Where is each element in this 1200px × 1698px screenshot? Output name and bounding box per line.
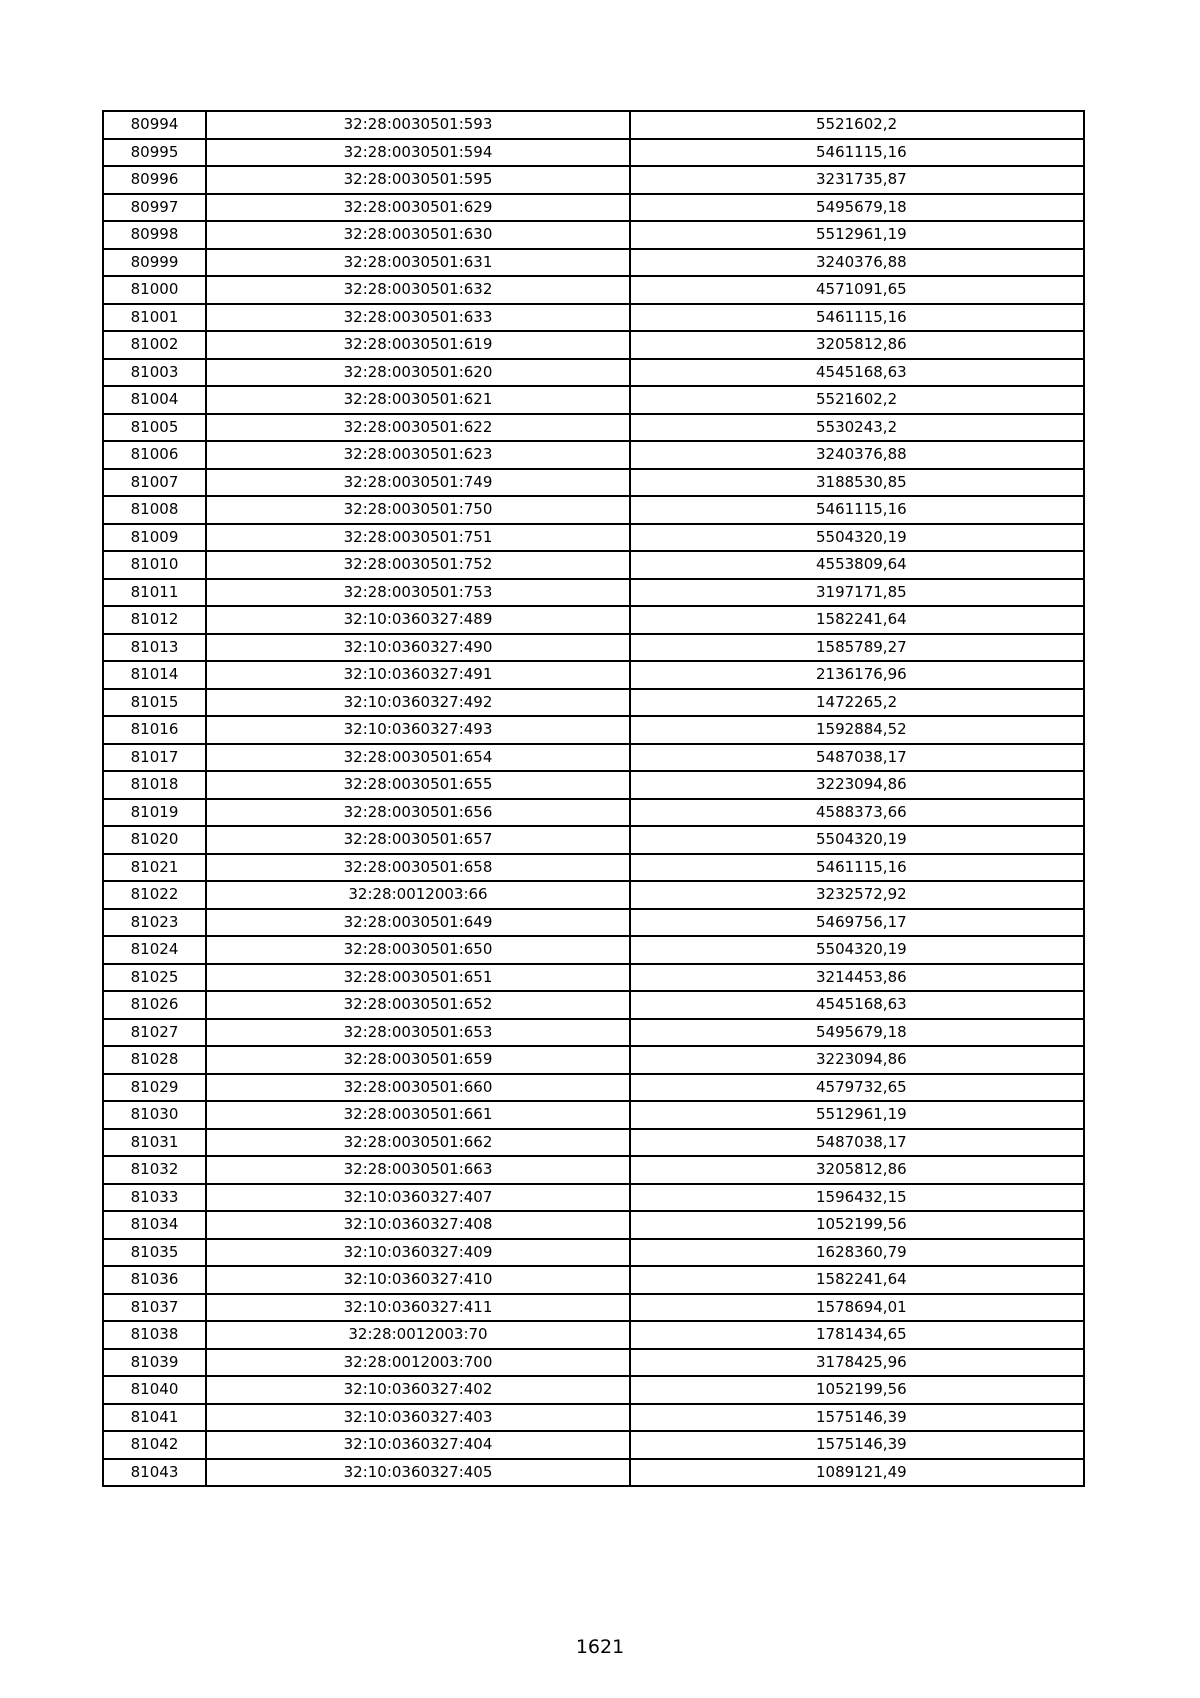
cadastral-number-cell: 32:28:0030501:656 bbox=[206, 799, 630, 827]
table-row bbox=[103, 1046, 1084, 1074]
cadastral-number-cell: 32:10:0360327:409 bbox=[206, 1239, 630, 1267]
row-number-cell: 81020 bbox=[103, 826, 206, 854]
table-row bbox=[103, 964, 1084, 992]
table-row bbox=[103, 1211, 1084, 1239]
value-cell: 5495679,18 bbox=[630, 1019, 1084, 1047]
value-cell: 4579732,65 bbox=[630, 1074, 1084, 1102]
table-row bbox=[103, 1074, 1084, 1102]
row-number-cell: 80995 bbox=[103, 139, 206, 167]
value-cell: 3188530,85 bbox=[630, 469, 1084, 497]
cadastral-number-cell: 32:10:0360327:404 bbox=[206, 1431, 630, 1459]
cadastral-number-cell: 32:28:0030501:650 bbox=[206, 936, 630, 964]
table-row bbox=[103, 799, 1084, 827]
row-number-cell: 80999 bbox=[103, 249, 206, 277]
value-cell: 5461115,16 bbox=[630, 496, 1084, 524]
table-row bbox=[103, 276, 1084, 304]
cadastral-number-cell: 32:28:0030501:630 bbox=[206, 221, 630, 249]
cadastral-number-cell: 32:28:0030501:753 bbox=[206, 579, 630, 607]
row-number-cell: 81041 bbox=[103, 1404, 206, 1432]
table-row bbox=[103, 1019, 1084, 1047]
row-number-cell: 81028 bbox=[103, 1046, 206, 1074]
row-number-cell: 80997 bbox=[103, 194, 206, 222]
value-cell: 3205812,86 bbox=[630, 331, 1084, 359]
table-row bbox=[103, 139, 1084, 167]
value-cell: 3178425,96 bbox=[630, 1349, 1084, 1377]
table-row bbox=[103, 854, 1084, 882]
table-row bbox=[103, 414, 1084, 442]
value-cell: 5461115,16 bbox=[630, 139, 1084, 167]
row-number-cell: 81000 bbox=[103, 276, 206, 304]
cadastral-number-cell: 32:10:0360327:490 bbox=[206, 634, 630, 662]
table-row bbox=[103, 1349, 1084, 1377]
cadastral-number-cell: 32:28:0030501:663 bbox=[206, 1156, 630, 1184]
row-number-cell: 81010 bbox=[103, 551, 206, 579]
cadastral-number-cell: 32:10:0360327:410 bbox=[206, 1266, 630, 1294]
cadastral-number-cell: 32:28:0030501:623 bbox=[206, 441, 630, 469]
table-row bbox=[103, 881, 1084, 909]
value-cell: 5530243,2 bbox=[630, 414, 1084, 442]
cadastral-number-cell: 32:28:0012003:70 bbox=[206, 1321, 630, 1349]
value-cell: 5461115,16 bbox=[630, 304, 1084, 332]
value-cell: 3223094,86 bbox=[630, 1046, 1084, 1074]
table-row bbox=[103, 496, 1084, 524]
value-cell: 3223094,86 bbox=[630, 771, 1084, 799]
row-number-cell: 81004 bbox=[103, 386, 206, 414]
row-number-cell: 81015 bbox=[103, 689, 206, 717]
row-number-cell: 81019 bbox=[103, 799, 206, 827]
cadastral-number-cell: 32:28:0030501:651 bbox=[206, 964, 630, 992]
table-row bbox=[103, 1404, 1084, 1432]
row-number-cell: 81043 bbox=[103, 1459, 206, 1487]
table-row bbox=[103, 304, 1084, 332]
table-row bbox=[103, 194, 1084, 222]
row-number-cell: 81009 bbox=[103, 524, 206, 552]
row-number-cell: 81025 bbox=[103, 964, 206, 992]
table-row bbox=[103, 524, 1084, 552]
value-cell: 4545168,63 bbox=[630, 991, 1084, 1019]
cadastral-number-cell: 32:28:0030501:649 bbox=[206, 909, 630, 937]
table-row bbox=[103, 689, 1084, 717]
value-cell: 5487038,17 bbox=[630, 1129, 1084, 1157]
value-cell: 1596432,15 bbox=[630, 1184, 1084, 1212]
table-row bbox=[103, 1101, 1084, 1129]
row-number-cell: 81016 bbox=[103, 716, 206, 744]
row-number-cell: 81040 bbox=[103, 1376, 206, 1404]
cadastral-number-cell: 32:28:0030501:594 bbox=[206, 139, 630, 167]
cadastral-number-cell: 32:28:0030501:751 bbox=[206, 524, 630, 552]
row-number-cell: 81013 bbox=[103, 634, 206, 662]
cadastral-number-cell: 32:28:0030501:622 bbox=[206, 414, 630, 442]
cadastral-number-cell: 32:28:0030501:662 bbox=[206, 1129, 630, 1157]
row-number-cell: 81006 bbox=[103, 441, 206, 469]
cadastral-number-cell: 32:28:0030501:661 bbox=[206, 1101, 630, 1129]
value-cell: 5512961,19 bbox=[630, 1101, 1084, 1129]
table-row bbox=[103, 1321, 1084, 1349]
data-table bbox=[102, 110, 1085, 1487]
value-cell: 1578694,01 bbox=[630, 1294, 1084, 1322]
row-number-cell: 81012 bbox=[103, 606, 206, 634]
value-cell: 4553809,64 bbox=[630, 551, 1084, 579]
table-row bbox=[103, 661, 1084, 689]
value-cell: 3214453,86 bbox=[630, 964, 1084, 992]
row-number-cell: 81011 bbox=[103, 579, 206, 607]
cadastral-number-cell: 32:28:0030501:633 bbox=[206, 304, 630, 332]
table-row bbox=[103, 1431, 1084, 1459]
row-number-cell: 81023 bbox=[103, 909, 206, 937]
row-number-cell: 81018 bbox=[103, 771, 206, 799]
page-number: 1621 bbox=[575, 1636, 625, 1658]
row-number-cell: 81038 bbox=[103, 1321, 206, 1349]
cadastral-number-cell: 32:28:0030501:655 bbox=[206, 771, 630, 799]
table-row bbox=[103, 1294, 1084, 1322]
value-cell: 5504320,19 bbox=[630, 936, 1084, 964]
cadastral-number-cell: 32:10:0360327:405 bbox=[206, 1459, 630, 1487]
cadastral-number-cell: 32:10:0360327:403 bbox=[206, 1404, 630, 1432]
value-cell: 1575146,39 bbox=[630, 1404, 1084, 1432]
row-number-cell: 81017 bbox=[103, 744, 206, 772]
value-cell: 1781434,65 bbox=[630, 1321, 1084, 1349]
value-cell: 1585789,27 bbox=[630, 634, 1084, 662]
table-row bbox=[103, 716, 1084, 744]
table-row bbox=[103, 221, 1084, 249]
cadastral-number-cell: 32:10:0360327:411 bbox=[206, 1294, 630, 1322]
cadastral-number-cell: 32:10:0360327:402 bbox=[206, 1376, 630, 1404]
value-cell: 5504320,19 bbox=[630, 826, 1084, 854]
value-cell: 3240376,88 bbox=[630, 441, 1084, 469]
table-row bbox=[103, 331, 1084, 359]
value-cell: 1089121,49 bbox=[630, 1459, 1084, 1487]
row-number-cell: 81005 bbox=[103, 414, 206, 442]
cadastral-number-cell: 32:28:0030501:620 bbox=[206, 359, 630, 387]
cadastral-number-cell: 32:28:0030501:621 bbox=[206, 386, 630, 414]
value-cell: 4571091,65 bbox=[630, 276, 1084, 304]
table-row bbox=[103, 1266, 1084, 1294]
table-row bbox=[103, 469, 1084, 497]
cadastral-number-cell: 32:28:0030501:593 bbox=[206, 111, 630, 139]
row-number-cell: 81042 bbox=[103, 1431, 206, 1459]
value-cell: 3205812,86 bbox=[630, 1156, 1084, 1184]
row-number-cell: 81001 bbox=[103, 304, 206, 332]
row-number-cell: 81024 bbox=[103, 936, 206, 964]
table-row bbox=[103, 166, 1084, 194]
row-number-cell: 81030 bbox=[103, 1101, 206, 1129]
cadastral-number-cell: 32:10:0360327:407 bbox=[206, 1184, 630, 1212]
cadastral-number-cell: 32:28:0012003:66 bbox=[206, 881, 630, 909]
value-cell: 1582241,64 bbox=[630, 1266, 1084, 1294]
cadastral-number-cell: 32:28:0030501:653 bbox=[206, 1019, 630, 1047]
value-cell: 5521602,2 bbox=[630, 111, 1084, 139]
cadastral-number-cell: 32:28:0030501:749 bbox=[206, 469, 630, 497]
table-row bbox=[103, 111, 1084, 139]
table-row bbox=[103, 1156, 1084, 1184]
value-cell: 5487038,17 bbox=[630, 744, 1084, 772]
table-row bbox=[103, 909, 1084, 937]
cadastral-number-cell: 32:28:0030501:654 bbox=[206, 744, 630, 772]
row-number-cell: 81036 bbox=[103, 1266, 206, 1294]
table-row bbox=[103, 441, 1084, 469]
row-number-cell: 81037 bbox=[103, 1294, 206, 1322]
cadastral-number-cell: 32:10:0360327:491 bbox=[206, 661, 630, 689]
value-cell: 2136176,96 bbox=[630, 661, 1084, 689]
value-cell: 1052199,56 bbox=[630, 1376, 1084, 1404]
row-number-cell: 81034 bbox=[103, 1211, 206, 1239]
table-row bbox=[103, 991, 1084, 1019]
table-row bbox=[103, 1459, 1084, 1487]
value-cell: 1592884,52 bbox=[630, 716, 1084, 744]
row-number-cell: 81031 bbox=[103, 1129, 206, 1157]
table-row bbox=[103, 634, 1084, 662]
value-cell: 3232572,92 bbox=[630, 881, 1084, 909]
value-cell: 5521602,2 bbox=[630, 386, 1084, 414]
row-number-cell: 81014 bbox=[103, 661, 206, 689]
table-row bbox=[103, 386, 1084, 414]
row-number-cell: 81021 bbox=[103, 854, 206, 882]
cadastral-number-cell: 32:28:0030501:631 bbox=[206, 249, 630, 277]
table-row bbox=[103, 826, 1084, 854]
value-cell: 5469756,17 bbox=[630, 909, 1084, 937]
cadastral-number-cell: 32:28:0030501:752 bbox=[206, 551, 630, 579]
table-row bbox=[103, 606, 1084, 634]
cadastral-number-cell: 32:28:0030501:658 bbox=[206, 854, 630, 882]
cadastral-number-cell: 32:28:0012003:700 bbox=[206, 1349, 630, 1377]
value-cell: 3240376,88 bbox=[630, 249, 1084, 277]
value-cell: 1628360,79 bbox=[630, 1239, 1084, 1267]
table-row bbox=[103, 1184, 1084, 1212]
row-number-cell: 81027 bbox=[103, 1019, 206, 1047]
table-row bbox=[103, 1376, 1084, 1404]
row-number-cell: 80994 bbox=[103, 111, 206, 139]
value-cell: 1575146,39 bbox=[630, 1431, 1084, 1459]
cadastral-number-cell: 32:28:0030501:629 bbox=[206, 194, 630, 222]
cadastral-number-cell: 32:28:0030501:619 bbox=[206, 331, 630, 359]
table-body bbox=[103, 111, 1084, 1486]
table-row bbox=[103, 771, 1084, 799]
row-number-cell: 81007 bbox=[103, 469, 206, 497]
table-row bbox=[103, 551, 1084, 579]
table-row bbox=[103, 1239, 1084, 1267]
row-number-cell: 81026 bbox=[103, 991, 206, 1019]
row-number-cell: 81003 bbox=[103, 359, 206, 387]
cadastral-number-cell: 32:10:0360327:493 bbox=[206, 716, 630, 744]
table-row bbox=[103, 249, 1084, 277]
row-number-cell: 81022 bbox=[103, 881, 206, 909]
row-number-cell: 81035 bbox=[103, 1239, 206, 1267]
cadastral-number-cell: 32:28:0030501:632 bbox=[206, 276, 630, 304]
row-number-cell: 80998 bbox=[103, 221, 206, 249]
value-cell: 5495679,18 bbox=[630, 194, 1084, 222]
cadastral-number-cell: 32:10:0360327:489 bbox=[206, 606, 630, 634]
table-row bbox=[103, 359, 1084, 387]
cadastral-number-cell: 32:28:0030501:750 bbox=[206, 496, 630, 524]
value-cell: 5512961,19 bbox=[630, 221, 1084, 249]
row-number-cell: 81039 bbox=[103, 1349, 206, 1377]
cadastral-number-cell: 32:28:0030501:659 bbox=[206, 1046, 630, 1074]
row-number-cell: 80996 bbox=[103, 166, 206, 194]
cadastral-number-cell: 32:28:0030501:660 bbox=[206, 1074, 630, 1102]
row-number-cell: 81029 bbox=[103, 1074, 206, 1102]
value-cell: 4545168,63 bbox=[630, 359, 1084, 387]
value-cell: 3231735,87 bbox=[630, 166, 1084, 194]
value-cell: 4588373,66 bbox=[630, 799, 1084, 827]
cadastral-number-cell: 32:10:0360327:408 bbox=[206, 1211, 630, 1239]
value-cell: 5504320,19 bbox=[630, 524, 1084, 552]
table-row bbox=[103, 936, 1084, 964]
value-cell: 1472265,2 bbox=[630, 689, 1084, 717]
row-number-cell: 81002 bbox=[103, 331, 206, 359]
row-number-cell: 81033 bbox=[103, 1184, 206, 1212]
cadastral-number-cell: 32:10:0360327:492 bbox=[206, 689, 630, 717]
table-row bbox=[103, 1129, 1084, 1157]
value-cell: 1052199,56 bbox=[630, 1211, 1084, 1239]
value-cell: 3197171,85 bbox=[630, 579, 1084, 607]
value-cell: 5461115,16 bbox=[630, 854, 1084, 882]
cadastral-number-cell: 32:28:0030501:657 bbox=[206, 826, 630, 854]
cadastral-number-cell: 32:28:0030501:595 bbox=[206, 166, 630, 194]
table-row bbox=[103, 579, 1084, 607]
cadastral-number-cell: 32:28:0030501:652 bbox=[206, 991, 630, 1019]
row-number-cell: 81008 bbox=[103, 496, 206, 524]
value-cell: 1582241,64 bbox=[630, 606, 1084, 634]
row-number-cell: 81032 bbox=[103, 1156, 206, 1184]
table-row bbox=[103, 744, 1084, 772]
